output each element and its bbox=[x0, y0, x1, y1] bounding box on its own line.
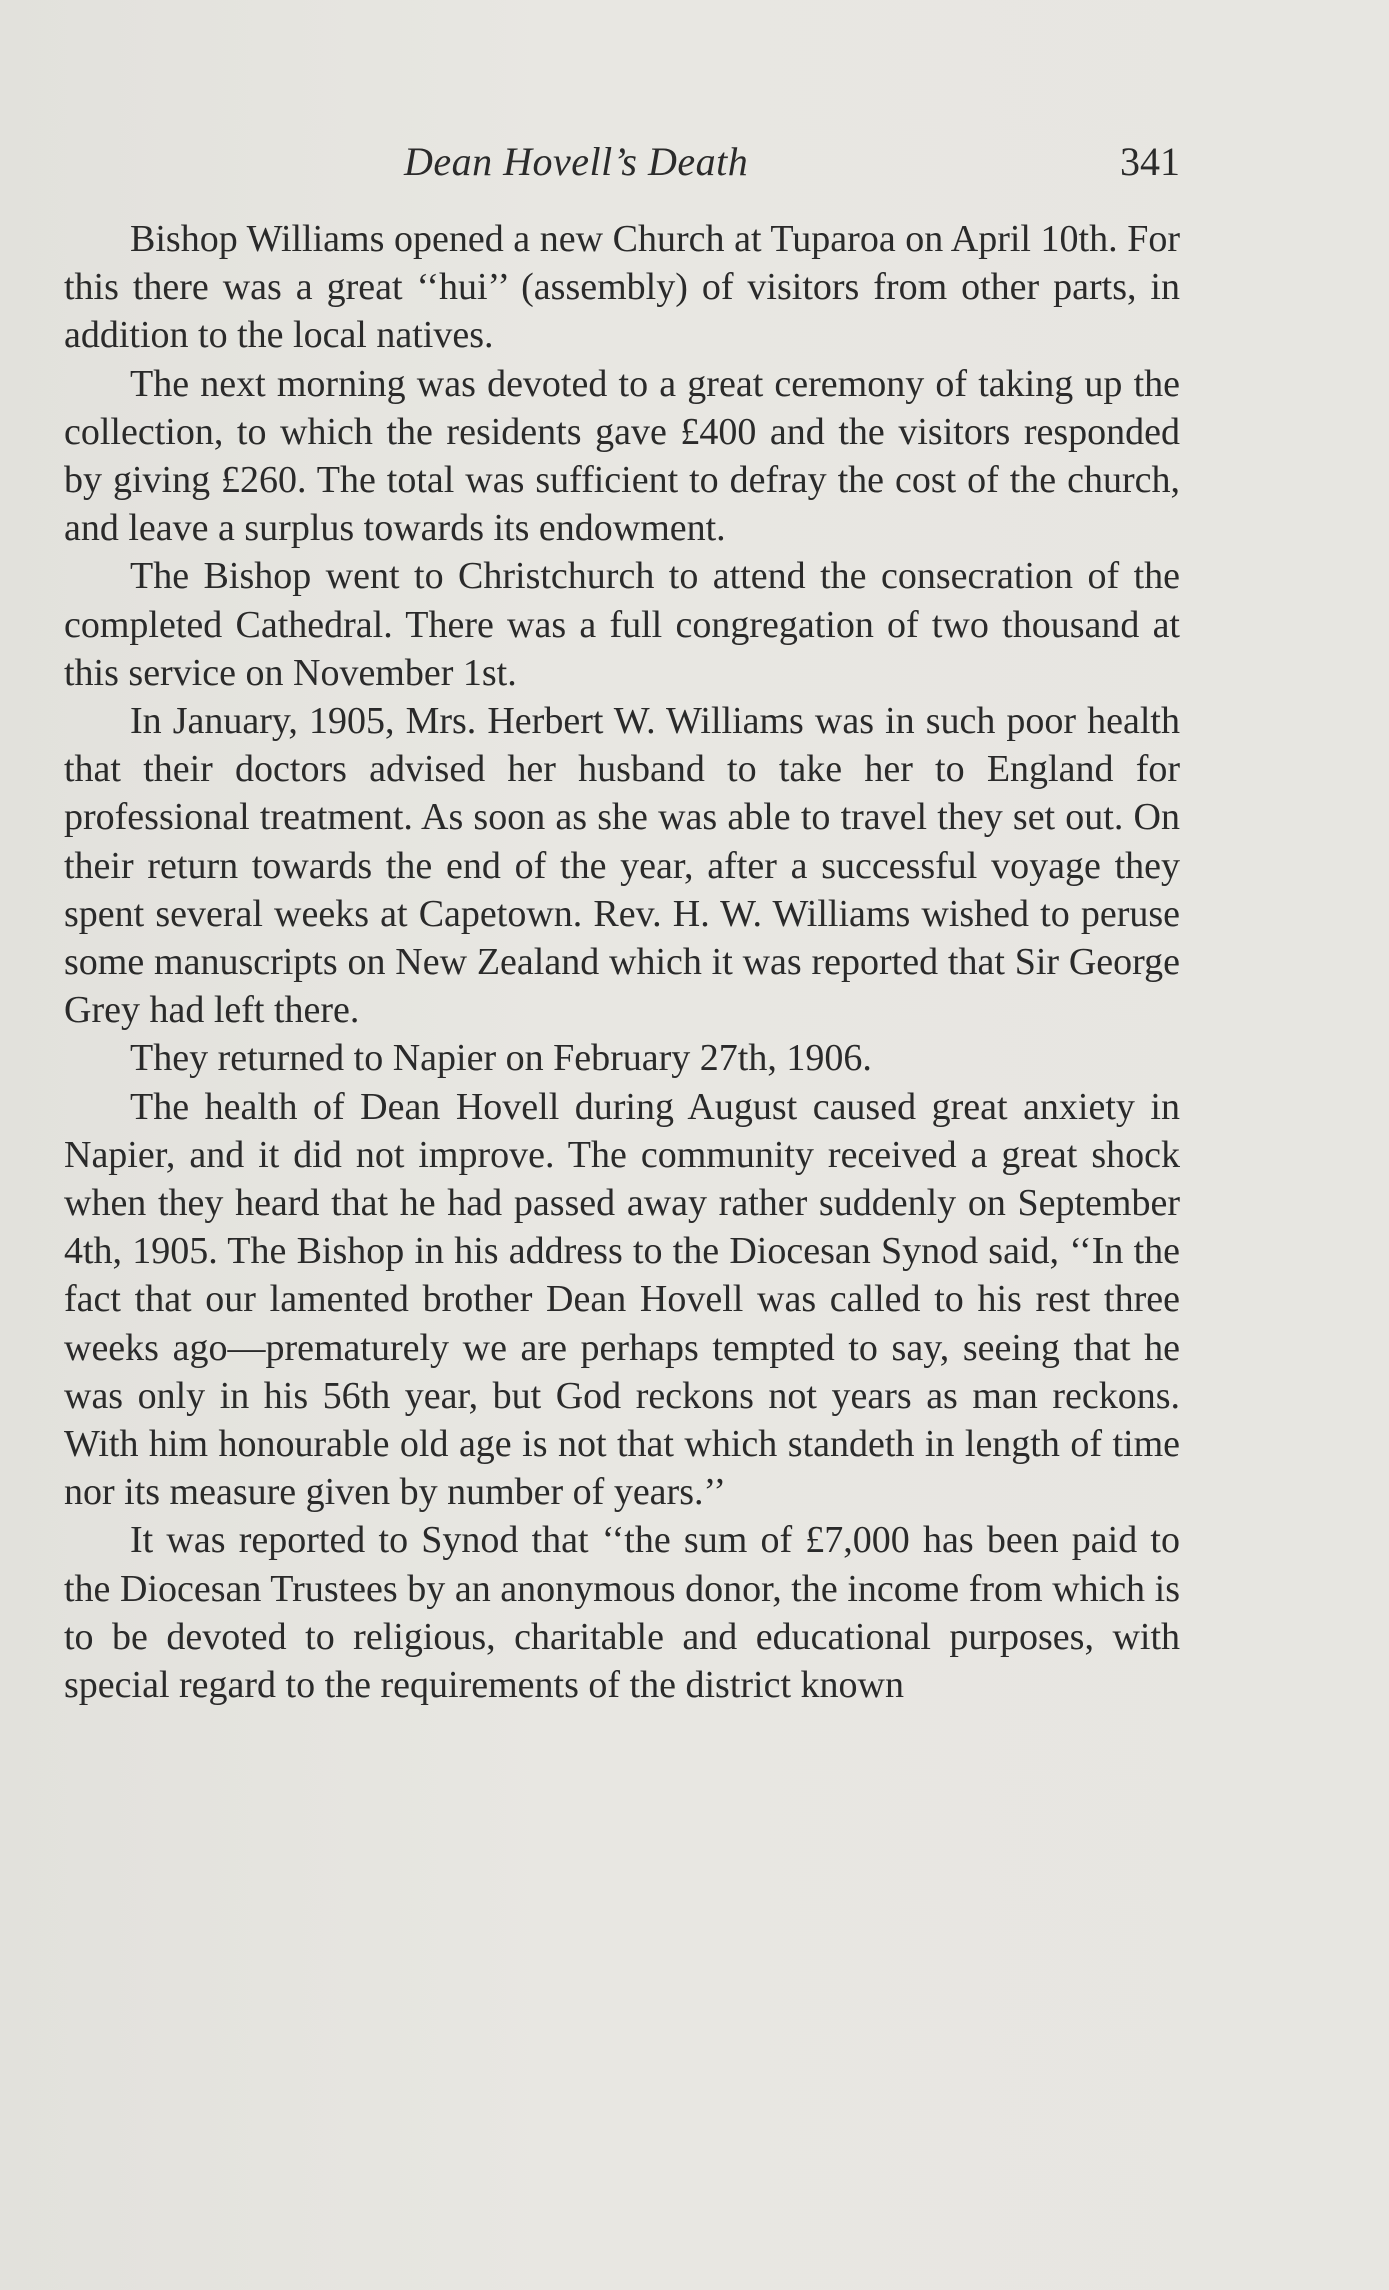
body-text bbox=[64, 215, 1180, 1709]
page-number: 341 bbox=[1120, 139, 1180, 184]
paragraph-tuparoa-church: Bishop Williams opened a new Church at Tuparoa on April 10th. For this there was a great ‘‘hui’’ (assembly) of visitors from other parts, in addition to the local natives. bbox=[64, 218, 1180, 357]
paragraph-cathedral: The Bishop went to Christchurch to attend the consecration of the completed Cathedral. There was a full congregation of two thousand at this service on November 1st. bbox=[64, 555, 1180, 694]
paragraph-anonymous-donor: It was reported to Synod that ‘‘the sum of £7,000 has been paid to the Diocesan Trustees by an anonymous donor, the income from which is to be devoted to religious, charitable and educational purposes, with special regard to the requirements of the district known bbox=[64, 1519, 1180, 1707]
paragraph-collection: The next morning was devoted to a great ceremony of taking up the collection, to which the residents gave £400 and the visitors responded by giving £260. The total was sufficient to defray the cost of the church, and leave a surplus towards its endowment. bbox=[64, 362, 1180, 550]
running-title: Dean Hovell’s Death bbox=[404, 139, 749, 184]
paragraph-dean-hovell: The health of Dean Hovell during August caused great anxiety in Napier, and it did not improve. The community received a great shock when they heard that he had passed away rather suddenly on September 4th, 1905. The Bishop in his address to the Diocesan Synod said, ‘‘In the fact that our lamented brother Dean Hovell was called to his rest three weeks ago—prematurely we are perhaps tempted to say, seeing that he was only in his 56th year, but God reckons not years as man reckons. With him honourable old age is not that which standeth in length of time nor its measure given by number of years.’’ bbox=[64, 1085, 1180, 1514]
page-header bbox=[64, 138, 1180, 192]
paragraph-return-napier: They returned to Napier on February 27th, 1906. bbox=[130, 1037, 872, 1080]
paragraph-england-voyage: In January, 1905, Mrs. Herbert W. Williams was in such poor health that their doctors advised her husband to take her to England for professional treatment. As soon as she was able to travel they set out. On their return towards the end of the year, after a successful voyage they spent several weeks at Capetown. Rev. H. W. Williams wished to peruse some manuscripts on New Zealand which it was reported that Sir George Grey had left there. bbox=[64, 700, 1180, 1032]
